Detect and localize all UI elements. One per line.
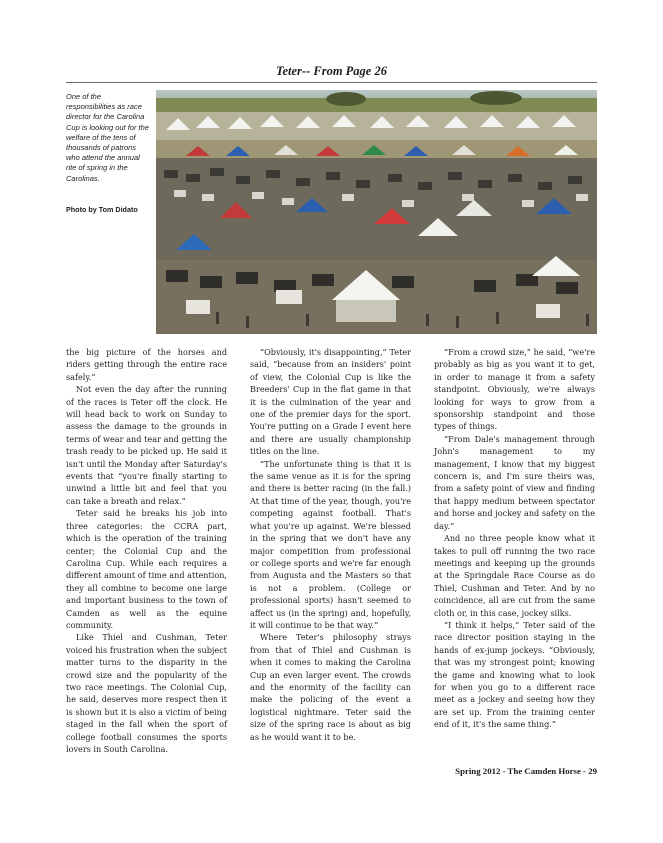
paragraph: “From a crowd size,” he said, “we're probably as big as you want it to get, in order to manage it from a safety standpoint. Obviously, we're always looking for ways to grow from a sponsorship standpoint and those types of things. (434, 347, 595, 432)
race-crowd-photo (156, 90, 597, 334)
paragraph: “The unfortunate thing is that it is the same venue as it is for the spring and there is better racing (in the fall.) At that time of the year, though, you're competing against football. That's what you're up against. We're blessed in the spring that we don't have any major competition from professional or college sports and we're far enough from Augusta and the Masters so that is not a problem. (College or professional sports) hasn't seemed to affect us (in the spring) and, hopefully, it will continue to be that way.” (250, 458, 411, 630)
paragraph: And no three people know what it takes to pull off running the two race meetings and keeping up the grounds at the Springdale Race Course as do Thiel, Cushman and Teter. And by no coincidence, all are cut from the same cloth or, in this case, jockey silks. (434, 533, 595, 618)
article-column-3 (434, 346, 595, 731)
photo-credit: Photo by Tom Didato (66, 205, 138, 214)
paragraph: the big picture of the horses and riders getting through the entire race safely.” (66, 347, 227, 382)
paragraph: “From Dale's management through John's management to my management, I know that my biggest concern is, and I'm sure theirs was, from a safety point of view and finding that happy medium between spectator and horse and jockey and safety on the day.” (434, 433, 595, 531)
header-divider (66, 82, 597, 83)
page-footer: Spring 2012 - The Camden Horse - 29 (455, 766, 597, 776)
paragraph: “Obviously, it's disappointing,” Teter said, “because from an insiders' point of view, the Colonial Cup is like the Breeders' Cup in the flat game in that it is the culmination of the year and one of the premier days for the sport. You're putting on a Grade I event here and there are usually championship titles on the line. (250, 347, 411, 457)
article-column-1 (66, 346, 227, 755)
page-header-title: Teter-- From Page 26 (276, 64, 387, 78)
paragraph: Not even the day after the running of the races is Teter off the clock. He will head back to work on Sunday to assess the damage to the grounds in terms of wear and tear and getting the trash ready to be picked up. He said it isn't until the Monday after Saturday's events that “you're finally starting to unwind a little bit and feel that you can take a breath and relax.” (66, 384, 227, 506)
article-column-2 (250, 346, 411, 743)
photo-caption: One of the responsibilities as race director for the Carolina Cup is looking out for the welfare of the tens of thousands of patrons who attend the annual rite of spring in the Carolinas. (66, 92, 149, 183)
paragraph: “I think it helps,” Teter said of the race director position staying in the hands of ex-jump jockeys. “Obviously, that was my strongest point; knowing the game and knowing what to look for when you go to a different race meet as a jockey and seeing how they are set up. From the training center end of it, it's the same thing.” (434, 619, 595, 730)
paragraph: Where Teter's philosophy strays from that of Thiel and Cushman is when it comes to making the Carolina Cup an even larger event. The crowds and the enormity of the facility can make the policing of the event a logistical nightmare. Teter said the size of the spring race is about as big as he would want it to be. (250, 632, 411, 742)
paragraph: Teter said he breaks his job into three categories: the CCRA part, which is the operation of the training center; the Colonial Cup and the Carolina Cup. While each requires a different amount of time and attention, they all combine to become one large and important business to the town of Camden as well as the equine community. (66, 508, 227, 630)
paragraph: Like Thiel and Cushman, Teter voiced his frustration when the subject matter turns to the disparity in the crowd size and the popularity of the two race meetings. The Colonial Cup, he said, deserves more respect then it is shown but it is also a victim of being staged in the fall when the sport of college football consumes the sports lovers in South Carolina. (66, 632, 227, 754)
